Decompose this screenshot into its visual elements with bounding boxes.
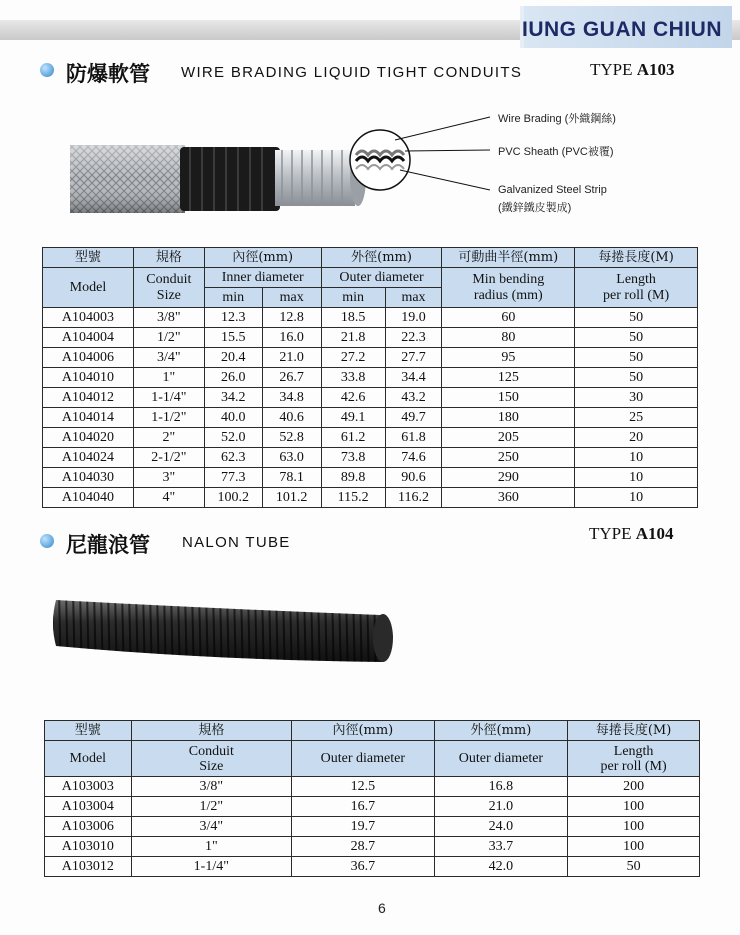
table-cell: 22.3 xyxy=(385,328,442,348)
table-row xyxy=(45,797,700,817)
table-cell: 100 xyxy=(568,797,700,817)
table-cell: 100 xyxy=(568,817,700,837)
table-cell: A104014 xyxy=(43,408,134,428)
table-cell: 1" xyxy=(131,837,291,857)
table-cell: 2" xyxy=(133,428,204,448)
page-number: 6 xyxy=(378,900,386,916)
section1-title-cn: 防爆軟管 xyxy=(66,62,150,86)
table-cell: 12.8 xyxy=(262,308,321,328)
table-cell: 36.7 xyxy=(292,857,435,877)
table-cell: 100.2 xyxy=(204,488,262,508)
table-cell: 10 xyxy=(575,448,698,468)
table-cell: 63.0 xyxy=(262,448,321,468)
table-cell: 3/8" xyxy=(133,308,204,328)
header-spec-cn: 規格 xyxy=(133,248,204,268)
t2-header-length-en xyxy=(568,741,700,777)
header-inner-en: Inner diameter xyxy=(204,268,321,288)
table-cell: 21.0 xyxy=(434,797,568,817)
table-cell: 10 xyxy=(575,488,698,508)
t2-header-outer-cn: 外徑(mm) xyxy=(434,721,568,741)
table-cell: 25 xyxy=(575,408,698,428)
brand-name: IUNG GUAN CHIUN xyxy=(522,18,722,41)
table-cell: 360 xyxy=(442,488,575,508)
table-cell: 15.5 xyxy=(204,328,262,348)
table-cell: 1-1/2" xyxy=(133,408,204,428)
table-cell: A104004 xyxy=(43,328,134,348)
table-cell: A104003 xyxy=(43,308,134,328)
table-cell: 1" xyxy=(133,368,204,388)
table-cell: 21.8 xyxy=(321,328,385,348)
table-cell: A104024 xyxy=(43,448,134,468)
table-row xyxy=(43,328,698,348)
table-cell: 4" xyxy=(133,488,204,508)
table-cell: 3/8" xyxy=(131,777,291,797)
table-row xyxy=(43,308,698,328)
header-bend-line2: radius (mm) xyxy=(473,287,543,303)
table-cell: 62.3 xyxy=(204,448,262,468)
table-cell: 49.1 xyxy=(321,408,385,428)
header-length-cn: 每捲長度(M) xyxy=(575,248,698,268)
table-cell: 2-1/2" xyxy=(133,448,204,468)
section2-bullet-icon xyxy=(40,534,54,548)
section2-type-label xyxy=(589,524,674,544)
header-outer-cn: 外徑(mm) xyxy=(321,248,442,268)
table-row xyxy=(45,857,700,877)
table-cell: 12.3 xyxy=(204,308,262,328)
table-cell: A103003 xyxy=(45,777,132,797)
table-cell: 19.0 xyxy=(385,308,442,328)
table-cell: 50 xyxy=(575,308,698,328)
table-cell: A104030 xyxy=(43,468,134,488)
table-cell: 42.0 xyxy=(434,857,568,877)
header-outer-en: Outer diameter xyxy=(321,268,442,288)
table-row xyxy=(43,388,698,408)
table-cell: 77.3 xyxy=(204,468,262,488)
table-cell: 10 xyxy=(575,468,698,488)
table-cell: 3/4" xyxy=(133,348,204,368)
table-cell: 1/2" xyxy=(133,328,204,348)
table-cell: A104010 xyxy=(43,368,134,388)
table-row xyxy=(43,488,698,508)
t2-header-col3-en: Outer diameter xyxy=(292,741,435,777)
table-row xyxy=(43,408,698,428)
table-cell: 50 xyxy=(568,857,700,877)
t2-header-length-line2: per roll (M) xyxy=(600,758,667,774)
header-size-label: Size xyxy=(156,287,181,303)
callout-pvc-sheath: PVC Sheath (PVC被覆) xyxy=(498,146,614,158)
table-cell: 200 xyxy=(568,777,700,797)
header-bend-cn: 可動曲半徑(mm) xyxy=(442,248,575,268)
header-length-line1: Length xyxy=(616,271,656,287)
table-cell: 43.2 xyxy=(385,388,442,408)
t2-header-size-label: Size xyxy=(199,758,224,774)
table-cell: A104006 xyxy=(43,348,134,368)
header-length-en xyxy=(575,268,698,308)
table-cell: 16.8 xyxy=(434,777,568,797)
table-row xyxy=(43,448,698,468)
table-cell: 34.8 xyxy=(262,388,321,408)
table-cell: 28.7 xyxy=(292,837,435,857)
section2-title-cn: 尼龍浪管 xyxy=(66,533,150,557)
table-cell: 3" xyxy=(133,468,204,488)
table-cell: A104012 xyxy=(43,388,134,408)
header-length-line2: per roll (M) xyxy=(603,287,670,303)
table-cell: 34.4 xyxy=(385,368,442,388)
table-cell: 3/4" xyxy=(131,817,291,837)
table-cell: A103012 xyxy=(45,857,132,877)
table-cell: 19.7 xyxy=(292,817,435,837)
section1-title-en: WIRE BRADING LIQUID TIGHT CONDUITS xyxy=(181,64,523,81)
table-row xyxy=(43,468,698,488)
table-cell: 49.7 xyxy=(385,408,442,428)
table-cell: 1-1/4" xyxy=(133,388,204,408)
t2-header-conduit-size xyxy=(131,741,291,777)
table-cell: 50 xyxy=(575,368,698,388)
table-cell: 80 xyxy=(442,328,575,348)
section1-type-label xyxy=(590,60,675,80)
a104-table-body xyxy=(45,777,700,877)
table-cell: 101.2 xyxy=(262,488,321,508)
table-cell: 61.8 xyxy=(385,428,442,448)
table-cell: 26.0 xyxy=(204,368,262,388)
table-cell: 42.6 xyxy=(321,388,385,408)
braided-conduit-image xyxy=(60,95,500,235)
header-conduit-size xyxy=(133,268,204,308)
table-row xyxy=(45,817,700,837)
table-cell: 61.2 xyxy=(321,428,385,448)
table-cell: 150 xyxy=(442,388,575,408)
header-conduit-label: Conduit xyxy=(146,271,192,287)
header-model-cn: 型號 xyxy=(43,248,134,268)
table-cell: A103004 xyxy=(45,797,132,817)
table-cell: 27.7 xyxy=(385,348,442,368)
callout-wire-brading: Wire Brading (外織鋼絲) xyxy=(498,113,616,125)
table-cell: A103006 xyxy=(45,817,132,837)
callout-steel-strip-cn: (鐵鋅鐵皮製成) xyxy=(498,202,572,214)
t2-header-col4-en: Outer diameter xyxy=(434,741,568,777)
table-row xyxy=(45,837,700,857)
t2-header-model-cn: 型號 xyxy=(45,721,132,741)
a103-spec-table xyxy=(42,247,698,508)
table-cell: 18.5 xyxy=(321,308,385,328)
section1-bullet-icon xyxy=(40,63,54,77)
table-cell: A104040 xyxy=(43,488,134,508)
table-cell: 52.0 xyxy=(204,428,262,448)
t2-header-length-cn: 每捲長度(M) xyxy=(568,721,700,741)
table-cell: A104020 xyxy=(43,428,134,448)
section2-title-en: NALON TUBE xyxy=(182,534,291,551)
table-row xyxy=(43,348,698,368)
table-cell: 40.0 xyxy=(204,408,262,428)
table-cell: 74.6 xyxy=(385,448,442,468)
table-cell: A103010 xyxy=(45,837,132,857)
table-row xyxy=(45,777,700,797)
t2-header-length-line1: Length xyxy=(613,743,654,759)
table-cell: 1/2" xyxy=(131,797,291,817)
table-cell: 205 xyxy=(442,428,575,448)
table-cell: 33.7 xyxy=(434,837,568,857)
header-bend-line1: Min bending xyxy=(472,271,545,287)
table-cell: 27.2 xyxy=(321,348,385,368)
table-cell: 95 xyxy=(442,348,575,368)
header-bend-en xyxy=(442,268,575,308)
table-cell: 52.8 xyxy=(262,428,321,448)
a104-spec-table xyxy=(44,720,700,877)
table-cell: 34.2 xyxy=(204,388,262,408)
section2-type-prefix: TYPE xyxy=(589,524,632,543)
table-cell: 26.7 xyxy=(262,368,321,388)
table-cell: 16.0 xyxy=(262,328,321,348)
table-cell: 78.1 xyxy=(262,468,321,488)
table-cell: 21.0 xyxy=(262,348,321,368)
section2-type-code: A104 xyxy=(635,524,674,543)
nylon-tube-image xyxy=(50,590,400,680)
table-cell: 180 xyxy=(442,408,575,428)
table-cell: 73.8 xyxy=(321,448,385,468)
table-cell: 20 xyxy=(575,428,698,448)
header-inner-min: min xyxy=(204,288,262,308)
header-inner-cn: 內徑(mm) xyxy=(204,248,321,268)
table-cell: 90.6 xyxy=(385,468,442,488)
t2-header-spec-cn: 規格 xyxy=(131,721,291,741)
header-outer-max: max xyxy=(385,288,442,308)
table-cell: 33.8 xyxy=(321,368,385,388)
header-inner-max: max xyxy=(262,288,321,308)
section1-type-prefix: TYPE xyxy=(590,60,633,79)
t2-header-conduit-label: Conduit xyxy=(188,743,234,759)
table-cell: 50 xyxy=(575,348,698,368)
table-cell: 115.2 xyxy=(321,488,385,508)
table-cell: 250 xyxy=(442,448,575,468)
callout-steel-strip: Galvanized Steel Strip xyxy=(498,184,607,196)
section1-type-code: A103 xyxy=(636,60,675,79)
t2-header-model-en: Model xyxy=(45,741,132,777)
table-cell: 50 xyxy=(575,328,698,348)
table-cell: 20.4 xyxy=(204,348,262,368)
table-row xyxy=(43,368,698,388)
table-cell: 30 xyxy=(575,388,698,408)
table-cell: 290 xyxy=(442,468,575,488)
header-model-en: Model xyxy=(43,268,134,308)
t2-header-inner-cn: 內徑(mm) xyxy=(292,721,435,741)
table-cell: 1-1/4" xyxy=(131,857,291,877)
table-row xyxy=(43,428,698,448)
table-cell: 40.6 xyxy=(262,408,321,428)
table-cell: 24.0 xyxy=(434,817,568,837)
table-cell: 100 xyxy=(568,837,700,857)
table-cell: 125 xyxy=(442,368,575,388)
table-cell: 60 xyxy=(442,308,575,328)
a103-table-body xyxy=(43,308,698,508)
table-cell: 89.8 xyxy=(321,468,385,488)
table-cell: 116.2 xyxy=(385,488,442,508)
table-cell: 16.7 xyxy=(292,797,435,817)
table-cell: 12.5 xyxy=(292,777,435,797)
header-outer-min: min xyxy=(321,288,385,308)
